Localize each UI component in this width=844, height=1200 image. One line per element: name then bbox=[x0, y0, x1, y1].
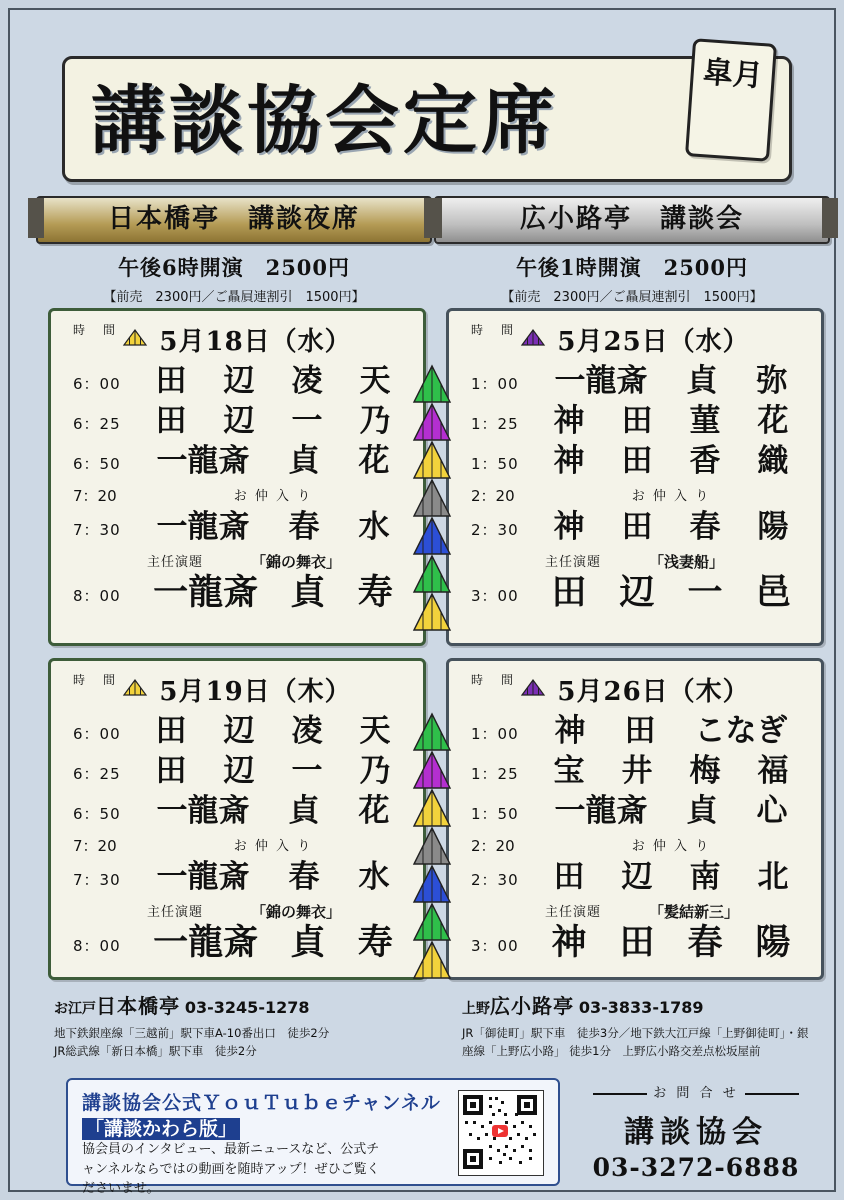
price-main-right: 午後1時開演 2500円 bbox=[515, 255, 749, 280]
row-time: 2：30 bbox=[471, 871, 519, 889]
row-performer: 田 辺 一 乃 bbox=[155, 403, 391, 439]
headliner-row bbox=[51, 923, 423, 963]
row-performer: 田 辺 南 北 bbox=[553, 859, 789, 895]
venue-info-right bbox=[462, 990, 844, 1061]
program-row bbox=[449, 711, 821, 751]
row-performer: 田 辺 一 邑 bbox=[551, 572, 791, 613]
program-card bbox=[446, 658, 824, 980]
venue-name-line bbox=[54, 990, 454, 1019]
venue-access-line: 地下鉄銀座線「三越前」駅下車A-10番出口 徒歩2分 bbox=[54, 1026, 330, 1040]
column-right-header bbox=[434, 196, 830, 305]
row-performer: 神 田 春 陽 bbox=[553, 509, 789, 545]
program-date-line bbox=[449, 321, 821, 357]
venue-phone: 03-3245-1278 bbox=[184, 998, 310, 1017]
row-time: 2：20 bbox=[471, 837, 515, 855]
program-row bbox=[449, 857, 821, 897]
program-date-line bbox=[449, 671, 821, 707]
headliner-story-title: 「錦の舞衣」 bbox=[251, 903, 342, 921]
time-column-label: 時 間 bbox=[471, 673, 517, 687]
month-badge bbox=[685, 38, 777, 162]
row-time: 8：00 bbox=[73, 937, 121, 955]
venue-access-line: JR「御徒町」駅下車 徒歩3分／地下鉄大江戸線「上野御徒町」・銀 bbox=[462, 1026, 809, 1040]
program-date-line bbox=[51, 321, 423, 357]
program-date: 5月18日（水） bbox=[159, 327, 352, 357]
time-column-label: 時 間 bbox=[73, 323, 119, 337]
venue-access-line: JR総武線「新日本橋」駅下車 徒歩2分 bbox=[54, 1043, 257, 1058]
contact-block bbox=[576, 1082, 816, 1182]
program-row bbox=[51, 507, 423, 547]
row-performer: 一龍斎 貞 心 bbox=[554, 793, 788, 829]
youtube-title: 講談協会公式ＹｏｕＴｕｂｅチャンネル bbox=[82, 1092, 441, 1114]
youtube-description: 協会員のインタビュー、最新ニュースなど、公式チャンネルならではの動画を随時アップ！ぜひご覧くださいませ。 bbox=[82, 1142, 380, 1196]
fan-icon bbox=[410, 552, 454, 596]
time-column-label: 時 間 bbox=[471, 323, 517, 337]
program-row bbox=[51, 401, 423, 441]
row-performer: 神 田 こなぎ bbox=[554, 713, 788, 749]
fan-decoration-group bbox=[410, 362, 454, 628]
fan-icon bbox=[410, 590, 454, 634]
intermission-row bbox=[449, 481, 821, 507]
row-time: 7：20 bbox=[73, 487, 117, 505]
program-date-line bbox=[51, 671, 423, 707]
row-performer: 田 辺 一 乃 bbox=[155, 753, 391, 789]
fan-icon bbox=[122, 679, 148, 701]
headliner-title-row bbox=[51, 547, 423, 573]
intermission-label: お 仲 入 り bbox=[233, 839, 313, 854]
program-row bbox=[51, 857, 423, 897]
fan-icon bbox=[410, 362, 454, 406]
program-row bbox=[51, 751, 423, 791]
headliner-title-row bbox=[449, 897, 821, 923]
poster-title-banner bbox=[62, 56, 792, 182]
intermission-label: お 仲 入 り bbox=[631, 489, 711, 504]
row-time: 1：50 bbox=[471, 455, 519, 473]
headliner-label: 主任演題 bbox=[545, 905, 602, 920]
program-date: 5月25日（水） bbox=[557, 327, 750, 357]
page-title: 講談協会定席 bbox=[91, 78, 559, 164]
intermission-row bbox=[51, 481, 423, 507]
row-time: 7：30 bbox=[73, 871, 121, 889]
row-time: 1：25 bbox=[471, 765, 519, 783]
program-row bbox=[51, 791, 423, 831]
row-time: 8：00 bbox=[73, 587, 121, 605]
intermission-label: お 仲 入 り bbox=[233, 489, 313, 504]
venue-prefix: お江戸 bbox=[54, 1001, 96, 1017]
youtube-channel-name: 「講談かわら版」 bbox=[82, 1114, 240, 1141]
headliner-story-title: 「髪結新三」 bbox=[649, 903, 740, 921]
venue-info-left bbox=[54, 990, 454, 1061]
row-performer: 一龍斎 貞 花 bbox=[156, 443, 390, 479]
program-date: 5月26日（木） bbox=[557, 677, 750, 707]
program-card bbox=[446, 308, 824, 646]
venue-access bbox=[54, 1025, 454, 1061]
row-time: 6：00 bbox=[73, 725, 121, 743]
price-sub-left: 【前売 2300円／ご贔屓連割引 1500円】 bbox=[103, 290, 365, 305]
row-performer: 一龍斎 春 水 bbox=[156, 859, 390, 895]
fan-icon bbox=[520, 679, 546, 701]
program-row bbox=[51, 361, 423, 401]
intermission-row bbox=[449, 831, 821, 857]
intermission-label: お 仲 入 り bbox=[631, 839, 711, 854]
fan-icon bbox=[410, 900, 454, 944]
venue-phone: 03-3833-1789 bbox=[578, 998, 704, 1017]
program-row bbox=[449, 791, 821, 831]
row-time: 7：20 bbox=[73, 837, 117, 855]
program-row bbox=[51, 711, 423, 751]
row-performer: 神 田 春 陽 bbox=[551, 922, 791, 963]
headliner-row bbox=[449, 923, 821, 963]
youtube-promo-box bbox=[66, 1078, 560, 1196]
row-performer: 一龍斎 貞 弥 bbox=[554, 363, 788, 399]
headliner-label: 主任演題 bbox=[147, 555, 204, 570]
row-time: 6：25 bbox=[73, 415, 121, 433]
program-date: 5月19日（木） bbox=[159, 677, 352, 707]
venue-access-line: 座線「上野広小路」 徒歩1分 上野広小路交差点松坂屋前 bbox=[462, 1043, 761, 1058]
fan-icon bbox=[122, 329, 148, 351]
headliner-row bbox=[449, 573, 821, 613]
row-time: 6：50 bbox=[73, 455, 121, 473]
fan-icon bbox=[410, 400, 454, 444]
row-time: 2：30 bbox=[471, 521, 519, 539]
fan-icon bbox=[410, 938, 454, 982]
program-row bbox=[449, 441, 821, 481]
program-row bbox=[449, 401, 821, 441]
contact-phone: 03-3272-6888 bbox=[592, 1153, 800, 1182]
fan-icon bbox=[410, 476, 454, 520]
row-performer: 一龍斎 貞 寿 bbox=[153, 922, 393, 963]
row-time: 6：00 bbox=[73, 375, 121, 393]
headliner-story-title: 「錦の舞衣」 bbox=[251, 553, 342, 571]
month-badge-label: 皐月 bbox=[701, 55, 764, 95]
headliner-label: 主任演題 bbox=[545, 555, 602, 570]
venue-name-line bbox=[462, 990, 844, 1019]
venue-name: 広小路亭 bbox=[490, 994, 574, 1018]
row-performer: 田 辺 凌 天 bbox=[155, 713, 391, 749]
row-time: 1：25 bbox=[471, 415, 519, 433]
program-row bbox=[51, 441, 423, 481]
row-performer: 一龍斎 貞 寿 bbox=[153, 572, 393, 613]
poster-page bbox=[8, 8, 836, 1196]
fan-icon bbox=[410, 514, 454, 558]
row-time: 1：00 bbox=[471, 375, 519, 393]
row-performer: 神 田 香 織 bbox=[553, 443, 789, 479]
fan-decoration-group bbox=[410, 710, 454, 976]
row-time: 1：00 bbox=[471, 725, 519, 743]
headliner-title-row bbox=[51, 897, 423, 923]
row-time: 2：20 bbox=[471, 487, 515, 505]
contact-heading: お 問 合 せ bbox=[576, 1082, 816, 1101]
venue-header-left: 日本橋亭 講談夜席 bbox=[107, 204, 360, 234]
row-time: 3：00 bbox=[471, 587, 519, 605]
row-performer: 宝 井 梅 福 bbox=[553, 753, 789, 789]
venue-name: 日本橋亭 bbox=[96, 994, 180, 1018]
row-performer: 神 田 菫 花 bbox=[553, 403, 789, 439]
price-sub-right: 【前売 2300円／ご贔屓連割引 1500円】 bbox=[501, 290, 763, 305]
row-performer: 一龍斎 春 水 bbox=[156, 509, 390, 545]
fan-icon bbox=[520, 329, 546, 351]
row-time: 7：30 bbox=[73, 521, 121, 539]
column-left-header bbox=[36, 196, 432, 305]
program-row bbox=[449, 507, 821, 547]
venue-access bbox=[462, 1025, 844, 1061]
row-performer: 田 辺 凌 天 bbox=[155, 363, 391, 399]
headliner-row bbox=[51, 573, 423, 613]
fan-icon bbox=[410, 862, 454, 906]
program-card bbox=[48, 658, 426, 980]
headliner-story-title: 「浅妻船」 bbox=[649, 553, 725, 571]
program-row bbox=[449, 361, 821, 401]
program-row bbox=[449, 751, 821, 791]
fan-icon bbox=[410, 824, 454, 868]
row-time: 6：50 bbox=[73, 805, 121, 823]
venue-header-plate-right bbox=[434, 196, 830, 244]
fan-icon bbox=[410, 438, 454, 482]
fan-icon bbox=[410, 748, 454, 792]
fan-icon bbox=[410, 710, 454, 754]
row-time: 3：00 bbox=[471, 937, 519, 955]
time-column-label: 時 間 bbox=[73, 673, 119, 687]
row-time: 1：50 bbox=[471, 805, 519, 823]
qr-code-icon[interactable] bbox=[458, 1090, 544, 1176]
program-card bbox=[48, 308, 426, 646]
intermission-row bbox=[51, 831, 423, 857]
venue-header-plate-left bbox=[36, 196, 432, 244]
fan-icon bbox=[410, 786, 454, 830]
headliner-label: 主任演題 bbox=[147, 905, 204, 920]
headliner-title-row bbox=[449, 547, 821, 573]
contact-org: 講談協会 bbox=[624, 1115, 768, 1150]
row-performer: 一龍斎 貞 花 bbox=[156, 793, 390, 829]
price-main-left: 午後6時開演 2500円 bbox=[117, 255, 351, 280]
venue-prefix: 上野 bbox=[462, 1001, 490, 1017]
row-time: 6：25 bbox=[73, 765, 121, 783]
venue-header-right: 広小路亭 講談会 bbox=[519, 204, 744, 234]
